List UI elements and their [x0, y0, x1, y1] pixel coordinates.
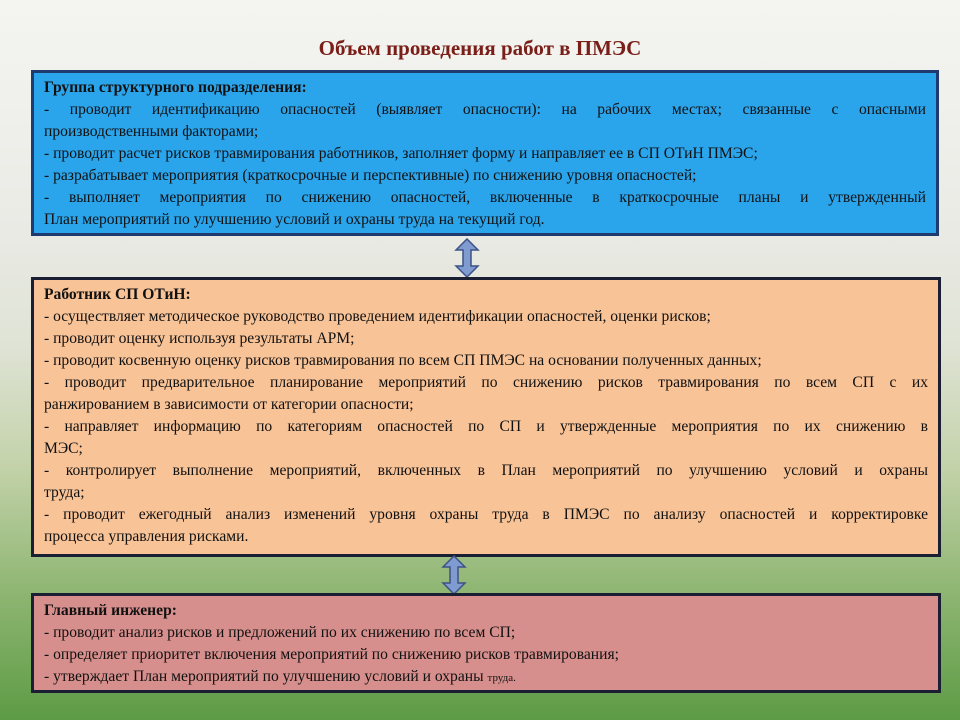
box-line: - разрабатывает мероприятия (краткосрочные и перспективные) по снижению уровня опасностей;: [44, 167, 697, 184]
box-line: труда;: [44, 484, 85, 501]
box-line: - проводит расчет рисков травмирования работников, заполняет форму и направляет ее в СП ОТиН ПМЭС;: [44, 145, 758, 162]
box-line: - проводит оценку используя результаты АРМ;: [44, 330, 355, 347]
box-line: - проводит косвенную оценку рисков травмирования по всем СП ПМЭС на основании полученных данных;: [44, 352, 762, 369]
box-line: - проводит анализ рисков и предложений по их снижению по всем СП;: [44, 624, 516, 641]
box-line: - проводит ежегодный анализ изменений уровня охраны труда в ПМЭС по анализу опасностей и корректировке: [44, 506, 928, 523]
page-title: Объем проведения работ в ПМЭС: [318, 36, 642, 60]
structural-group-box: [31, 70, 939, 236]
box-line: - направляет информацию по категориям опасностей по СП и утвержденные мероприятия по их снижению в: [44, 418, 928, 435]
box-heading: Главный инженер:: [44, 602, 177, 619]
box-line: - контролирует выполнение мероприятий, включенных в План мероприятий по улучшению условий и охраны: [44, 462, 928, 479]
box-line: процесса управления рисками.: [44, 528, 249, 545]
box-line: - проводит предварительное планирование мероприятий по снижению рисков травмирования по всем СП с их: [44, 374, 928, 391]
box-line: [44, 666, 928, 689]
box-line: производственными факторами;: [44, 123, 259, 140]
box-line-small-text: труда.: [487, 672, 516, 684]
box-line: МЭС;: [44, 440, 83, 457]
box-heading: Группа структурного подразделения:: [44, 79, 307, 96]
box-line: - осуществляет методическое руководство проведением идентификации опасностей, оценки рисков;: [44, 308, 711, 325]
double-arrow-vertical-icon: [441, 555, 467, 595]
box-line: - проводит идентификацию опасностей (выявляет опасности): на рабочих местах; связанные с опасными: [44, 101, 926, 118]
otin-worker-box: [31, 277, 941, 557]
box-line: - выполняет мероприятия по снижению опасностей, включенные в краткосрочные планы и утвержденный: [44, 189, 926, 206]
box-line: - определяет приоритет включения мероприятий по снижению рисков травмирования;: [44, 646, 619, 663]
box-heading: Работник СП ОТиН:: [44, 286, 191, 303]
box-line: ранжированием в зависимости от категории опасности;: [44, 396, 414, 413]
double-arrow-vertical-icon: [454, 238, 480, 278]
box-line-text: - утверждает План мероприятий по улучшению условий и охраны: [44, 668, 488, 685]
chief-engineer-box: [31, 593, 941, 693]
box-line: План мероприятий по улучшению условий и охраны труда на текущий год.: [44, 211, 545, 228]
